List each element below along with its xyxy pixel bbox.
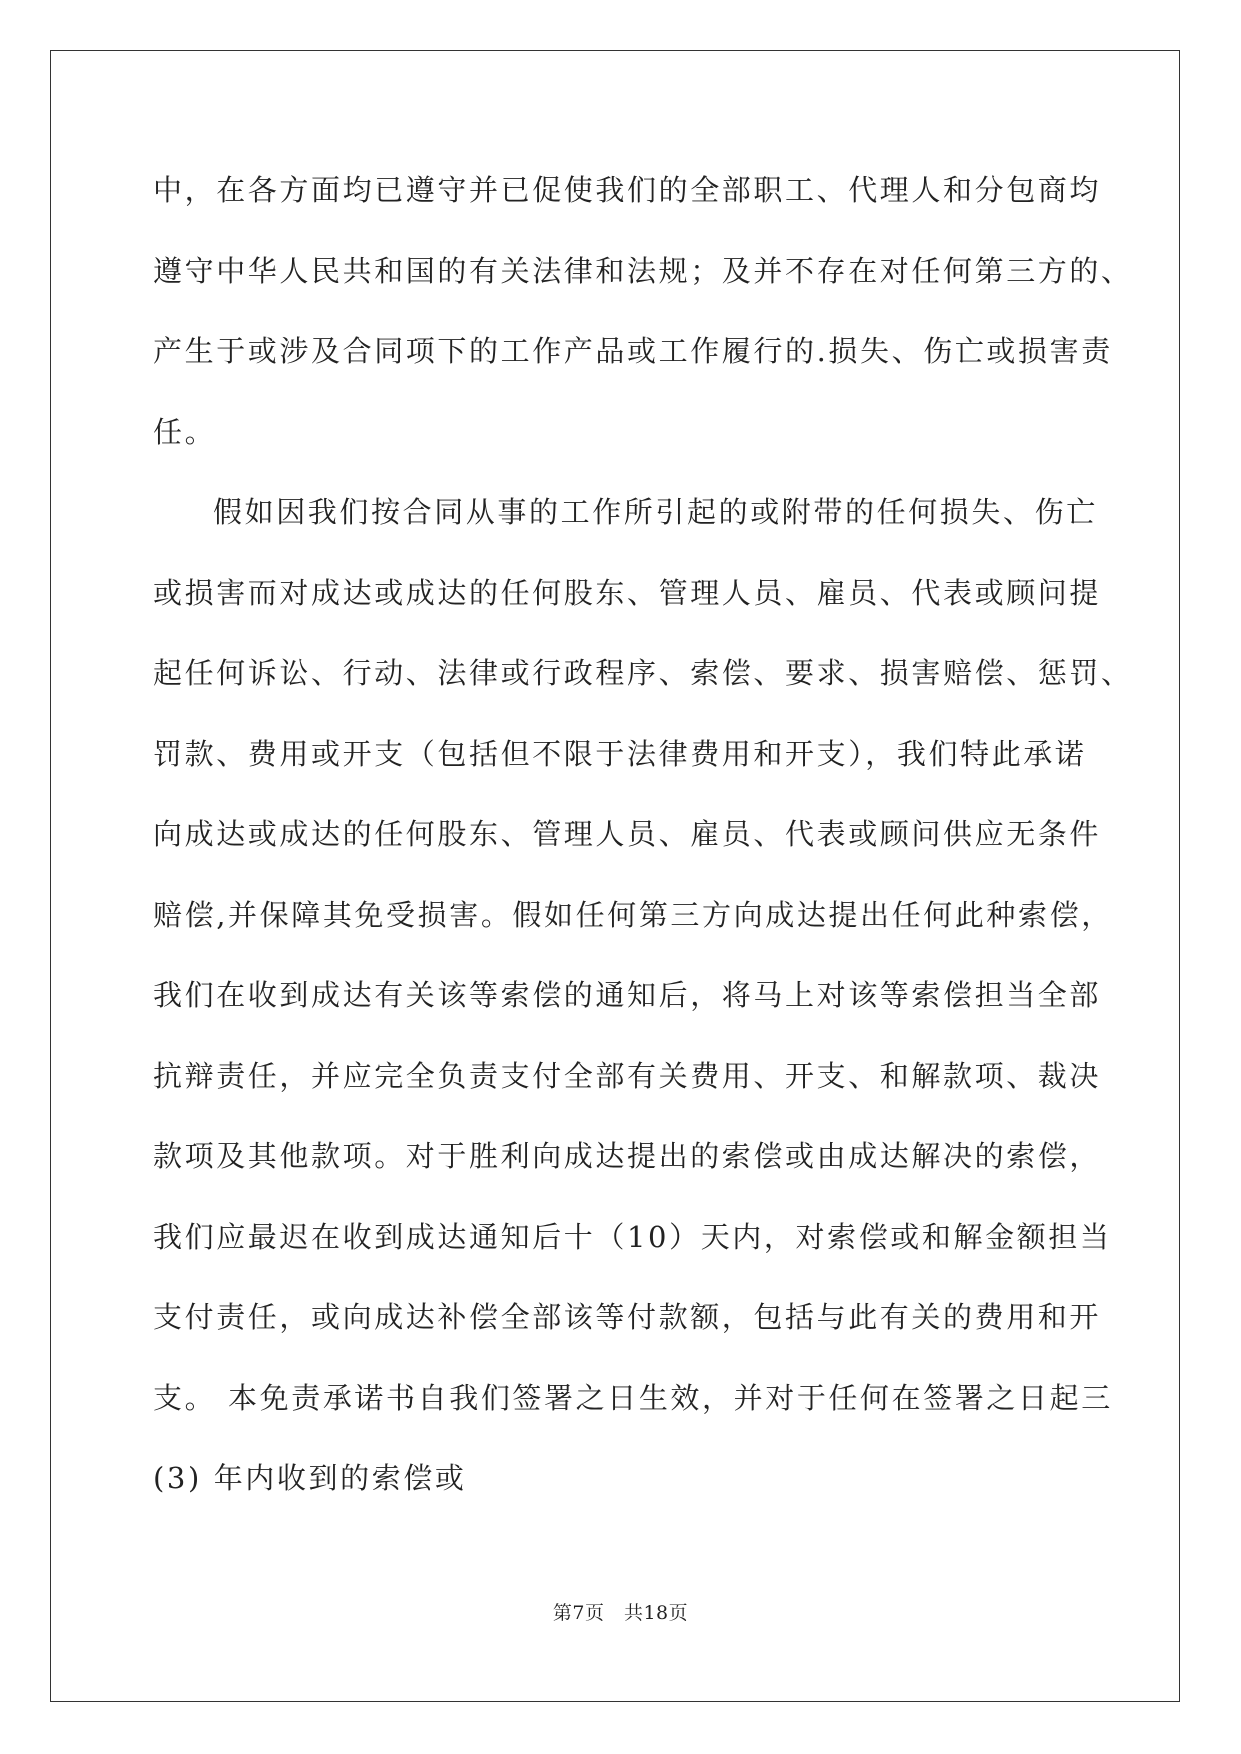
text-line: 赔偿,并保障其免受损害。假如任何第三方向成达提出任何此种索偿，	[153, 897, 1113, 932]
text-line: 向成达或成达的任何股东、管理人员、雇员、代表或顾问供应无条件	[153, 817, 1102, 851]
text-line: (3) 年内收到的索偿或	[153, 1461, 467, 1495]
text-line: 支。 本免责承诺书自我们签署之日生效，并对于任何在签署之日起三	[153, 1380, 1113, 1415]
page-number-footer: 第7页 共18页	[552, 1602, 689, 1624]
text-line: 产生于或涉及合同项下的工作产品或工作履行的.损失、伤亡或损害责	[153, 334, 1113, 368]
paragraph-start-line: 假如因我们按合同从事的工作所引起的或附带的任何损失、伤亡	[213, 495, 1098, 529]
text-line: 罚款、费用或开支（包括但不限于法律费用和开支），我们特此承诺	[153, 736, 1087, 771]
text-line: 中，在各方面均已遵守并已促使我们的全部职工、代理人和分包商均	[153, 173, 1102, 207]
text-line: 遵守中华人民共和国的有关法律和法规；及并不存在对任何第三方的、	[153, 253, 1133, 288]
text-line: 抗辩责任，并应完全负责支付全部有关费用、开支、和解款项、裁决	[153, 1058, 1102, 1093]
text-line: 任。	[153, 414, 217, 449]
text-line: 我们应最迟在收到成达通知后十（10）天内，对索偿或和解金额担当	[153, 1219, 1112, 1254]
document-body	[153, 163, 1133, 1532]
text-line: 我们在收到成达有关该等索偿的通知后，将马上对该等索偿担当全部	[153, 978, 1102, 1012]
text-line: 款项及其他款项。对于胜利向成达提出的索偿或由成达解决的索偿，	[153, 1139, 1102, 1173]
text-line: 支付责任，或向成达补偿全部该等付款额，包括与此有关的费用和开	[153, 1300, 1102, 1334]
text-line: 起任何诉讼、行动、法律或行政程序、索偿、要求、损害赔偿、惩罚、	[153, 656, 1133, 690]
text-line: 或损害而对成达或成达的任何股东、管理人员、雇员、代表或顾问提	[153, 575, 1102, 610]
